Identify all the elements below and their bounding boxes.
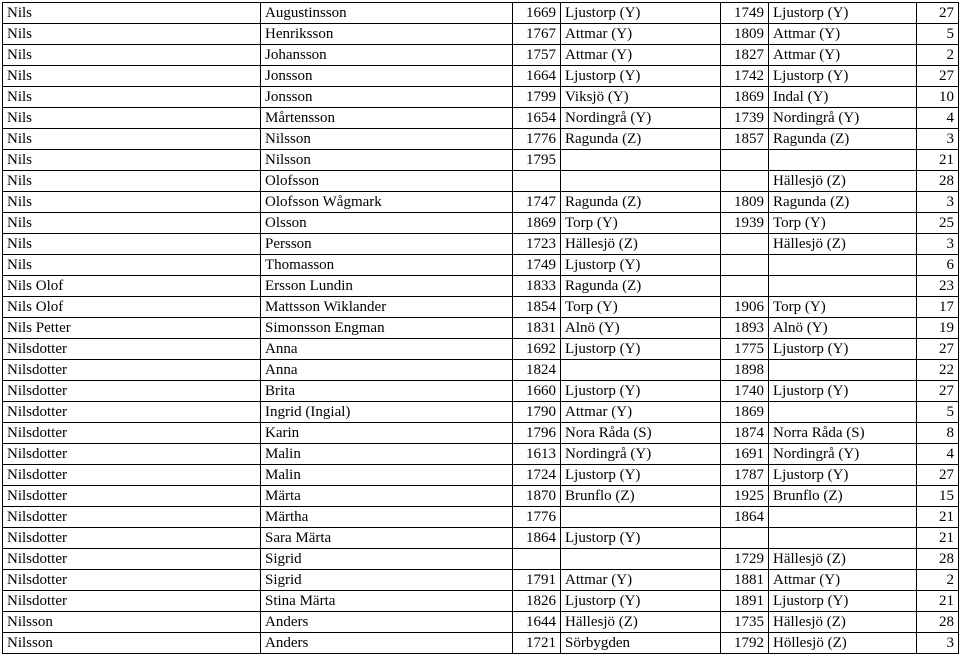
death-place-cell: Torp (Y) [769, 297, 917, 318]
first-name-cell: Nils [3, 87, 261, 108]
death-place-cell [769, 360, 917, 381]
number-cell: 2 [917, 570, 959, 591]
first-name-cell: Nils [3, 192, 261, 213]
birth-place-cell: Viksjö (Y) [561, 87, 721, 108]
number-cell: 27 [917, 3, 959, 24]
birth-year-cell: 1767 [513, 24, 561, 45]
birth-year-cell: 1776 [513, 507, 561, 528]
birth-place-cell: Ragunda (Z) [561, 276, 721, 297]
last-name-cell: Olofsson [261, 171, 513, 192]
birth-year-cell: 1723 [513, 234, 561, 255]
first-name-cell: Nilsdotter [3, 507, 261, 528]
death-place-cell: Alnö (Y) [769, 318, 917, 339]
last-name-cell: Jonsson [261, 66, 513, 87]
death-year-cell [721, 255, 769, 276]
death-year-cell: 1939 [721, 213, 769, 234]
last-name-cell: Sara Märta [261, 528, 513, 549]
death-place-cell: Ragunda (Z) [769, 192, 917, 213]
birth-place-cell: Torp (Y) [561, 213, 721, 234]
number-cell: 21 [917, 528, 959, 549]
table-row [3, 486, 959, 507]
birth-year-cell: 1747 [513, 192, 561, 213]
death-place-cell: Hällesjö (Z) [769, 612, 917, 633]
death-year-cell: 1869 [721, 402, 769, 423]
last-name-cell: Anna [261, 360, 513, 381]
birth-year-cell [513, 549, 561, 570]
first-name-cell: Nils [3, 108, 261, 129]
first-name-cell: Nilsdotter [3, 444, 261, 465]
death-place-cell: Indal (Y) [769, 87, 917, 108]
number-cell: 5 [917, 24, 959, 45]
first-name-cell: Nils [3, 150, 261, 171]
death-year-cell: 1740 [721, 381, 769, 402]
table-row [3, 381, 959, 402]
table-row [3, 192, 959, 213]
table-row [3, 255, 959, 276]
birth-year-cell: 1644 [513, 612, 561, 633]
birth-place-cell: Ljustorp (Y) [561, 339, 721, 360]
death-year-cell: 1906 [721, 297, 769, 318]
death-place-cell: Ljustorp (Y) [769, 339, 917, 360]
death-year-cell: 1874 [721, 423, 769, 444]
number-cell: 27 [917, 381, 959, 402]
death-place-cell: Attmar (Y) [769, 45, 917, 66]
death-place-cell: Nordingrå (Y) [769, 108, 917, 129]
death-place-cell: Ragunda (Z) [769, 129, 917, 150]
death-year-cell [721, 528, 769, 549]
birth-year-cell: 1796 [513, 423, 561, 444]
birth-place-cell: Nora Råda (S) [561, 423, 721, 444]
first-name-cell: Nilsdotter [3, 528, 261, 549]
birth-place-cell: Nordingrå (Y) [561, 108, 721, 129]
number-cell: 8 [917, 423, 959, 444]
table-row [3, 45, 959, 66]
death-place-cell [769, 150, 917, 171]
table-row [3, 633, 959, 654]
death-place-cell: Höllesjö (Z) [769, 633, 917, 654]
birth-year-cell: 1669 [513, 3, 561, 24]
birth-year-cell: 1613 [513, 444, 561, 465]
first-name-cell: Nilsdotter [3, 381, 261, 402]
birth-place-cell: Hällesjö (Z) [561, 612, 721, 633]
number-cell: 27 [917, 465, 959, 486]
last-name-cell: Karin [261, 423, 513, 444]
last-name-cell: Mårtensson [261, 108, 513, 129]
table-row [3, 570, 959, 591]
death-place-cell: Attmar (Y) [769, 24, 917, 45]
first-name-cell: Nils [3, 24, 261, 45]
first-name-cell: Nilsdotter [3, 570, 261, 591]
birth-year-cell: 1776 [513, 129, 561, 150]
death-place-cell: Ljustorp (Y) [769, 3, 917, 24]
birth-year-cell: 1721 [513, 633, 561, 654]
birth-place-cell: Sörbygden [561, 633, 721, 654]
first-name-cell: Nilsdotter [3, 423, 261, 444]
birth-year-cell [513, 171, 561, 192]
table-row [3, 3, 959, 24]
first-name-cell: Nilsdotter [3, 591, 261, 612]
death-year-cell: 1891 [721, 591, 769, 612]
last-name-cell: Anders [261, 633, 513, 654]
table-row [3, 423, 959, 444]
last-name-cell: Märta [261, 486, 513, 507]
table-body [3, 3, 959, 654]
first-name-cell: Nilsdotter [3, 360, 261, 381]
number-cell: 5 [917, 402, 959, 423]
last-name-cell: Anna [261, 339, 513, 360]
number-cell: 19 [917, 318, 959, 339]
last-name-cell: Sigrid [261, 549, 513, 570]
birth-year-cell: 1757 [513, 45, 561, 66]
birth-place-cell: Brunflo (Z) [561, 486, 721, 507]
birth-place-cell: Hällesjö (Z) [561, 234, 721, 255]
birth-place-cell: Ragunda (Z) [561, 129, 721, 150]
death-place-cell: Ljustorp (Y) [769, 591, 917, 612]
last-name-cell: Simonsson Engman [261, 318, 513, 339]
birth-year-cell: 1692 [513, 339, 561, 360]
last-name-cell: Ersson Lundin [261, 276, 513, 297]
number-cell: 22 [917, 360, 959, 381]
birth-year-cell: 1824 [513, 360, 561, 381]
last-name-cell: Stina Märta [261, 591, 513, 612]
death-place-cell: Ljustorp (Y) [769, 66, 917, 87]
first-name-cell: Nilsdotter [3, 402, 261, 423]
first-name-cell: Nils [3, 129, 261, 150]
table-row [3, 549, 959, 570]
last-name-cell: Ingrid (Ingial) [261, 402, 513, 423]
death-place-cell: Brunflo (Z) [769, 486, 917, 507]
birth-year-cell: 1749 [513, 255, 561, 276]
number-cell: 21 [917, 507, 959, 528]
last-name-cell: Anders [261, 612, 513, 633]
death-year-cell [721, 276, 769, 297]
death-year-cell: 1691 [721, 444, 769, 465]
birth-year-cell: 1654 [513, 108, 561, 129]
death-place-cell: Ljustorp (Y) [769, 381, 917, 402]
number-cell: 6 [917, 255, 959, 276]
table-row [3, 339, 959, 360]
number-cell: 21 [917, 150, 959, 171]
last-name-cell: Thomasson [261, 255, 513, 276]
number-cell: 25 [917, 213, 959, 234]
number-cell: 23 [917, 276, 959, 297]
birth-place-cell: Attmar (Y) [561, 45, 721, 66]
death-year-cell: 1729 [721, 549, 769, 570]
birth-place-cell: Attmar (Y) [561, 402, 721, 423]
table-row [3, 591, 959, 612]
first-name-cell: Nils [3, 66, 261, 87]
table-row [3, 465, 959, 486]
death-year-cell: 1787 [721, 465, 769, 486]
birth-place-cell: Ljustorp (Y) [561, 66, 721, 87]
birth-year-cell: 1870 [513, 486, 561, 507]
table-row [3, 108, 959, 129]
table-row [3, 213, 959, 234]
death-year-cell: 1809 [721, 192, 769, 213]
table-row [3, 171, 959, 192]
birth-place-cell [561, 507, 721, 528]
death-year-cell: 1857 [721, 129, 769, 150]
death-place-cell [769, 255, 917, 276]
birth-year-cell: 1795 [513, 150, 561, 171]
last-name-cell: Brita [261, 381, 513, 402]
death-year-cell: 1893 [721, 318, 769, 339]
last-name-cell: Augustinsson [261, 3, 513, 24]
number-cell: 2 [917, 45, 959, 66]
number-cell: 27 [917, 66, 959, 87]
birth-place-cell [561, 171, 721, 192]
table-row [3, 297, 959, 318]
first-name-cell: Nilsson [3, 633, 261, 654]
number-cell: 15 [917, 486, 959, 507]
birth-year-cell: 1831 [513, 318, 561, 339]
last-name-cell: Persson [261, 234, 513, 255]
death-place-cell: Torp (Y) [769, 213, 917, 234]
birth-place-cell: Attmar (Y) [561, 570, 721, 591]
death-year-cell: 1898 [721, 360, 769, 381]
table-row [3, 129, 959, 150]
birth-place-cell: Alnö (Y) [561, 318, 721, 339]
death-year-cell: 1749 [721, 3, 769, 24]
table-row [3, 24, 959, 45]
death-place-cell: Hällesjö (Z) [769, 549, 917, 570]
last-name-cell: Malin [261, 465, 513, 486]
death-place-cell [769, 402, 917, 423]
death-year-cell: 1739 [721, 108, 769, 129]
last-name-cell: Märtha [261, 507, 513, 528]
first-name-cell: Nilsdotter [3, 486, 261, 507]
number-cell: 4 [917, 108, 959, 129]
first-name-cell: Nilsdotter [3, 339, 261, 360]
number-cell: 3 [917, 234, 959, 255]
first-name-cell: Nils [3, 45, 261, 66]
birth-place-cell: Ragunda (Z) [561, 192, 721, 213]
birth-year-cell: 1826 [513, 591, 561, 612]
number-cell: 21 [917, 591, 959, 612]
death-place-cell: Hällesjö (Z) [769, 171, 917, 192]
first-name-cell: Nils Olof [3, 276, 261, 297]
death-place-cell: Norra Råda (S) [769, 423, 917, 444]
death-year-cell [721, 234, 769, 255]
last-name-cell: Malin [261, 444, 513, 465]
death-year-cell: 1925 [721, 486, 769, 507]
birth-year-cell: 1790 [513, 402, 561, 423]
birth-place-cell: Ljustorp (Y) [561, 255, 721, 276]
table-row [3, 360, 959, 381]
birth-place-cell: Nordingrå (Y) [561, 444, 721, 465]
last-name-cell: Sigrid [261, 570, 513, 591]
number-cell: 17 [917, 297, 959, 318]
birth-year-cell: 1799 [513, 87, 561, 108]
death-place-cell: Attmar (Y) [769, 570, 917, 591]
birth-year-cell: 1724 [513, 465, 561, 486]
last-name-cell: Jonsson [261, 87, 513, 108]
first-name-cell: Nils Olof [3, 297, 261, 318]
genealogy-table [2, 2, 959, 654]
first-name-cell: Nils [3, 213, 261, 234]
last-name-cell: Johansson [261, 45, 513, 66]
birth-place-cell: Ljustorp (Y) [561, 591, 721, 612]
birth-year-cell: 1664 [513, 66, 561, 87]
first-name-cell: Nils [3, 3, 261, 24]
death-year-cell: 1881 [721, 570, 769, 591]
number-cell: 3 [917, 192, 959, 213]
first-name-cell: Nils Petter [3, 318, 261, 339]
number-cell: 27 [917, 339, 959, 360]
last-name-cell: Olsson [261, 213, 513, 234]
birth-place-cell [561, 360, 721, 381]
death-year-cell: 1809 [721, 24, 769, 45]
birth-place-cell: Attmar (Y) [561, 24, 721, 45]
table-row [3, 276, 959, 297]
birth-place-cell: Torp (Y) [561, 297, 721, 318]
number-cell: 3 [917, 633, 959, 654]
first-name-cell: Nils [3, 255, 261, 276]
birth-year-cell: 1869 [513, 213, 561, 234]
death-year-cell: 1869 [721, 87, 769, 108]
death-year-cell: 1735 [721, 612, 769, 633]
table-row [3, 612, 959, 633]
death-place-cell [769, 276, 917, 297]
table-row [3, 507, 959, 528]
table-row [3, 444, 959, 465]
birth-year-cell: 1660 [513, 381, 561, 402]
table-row [3, 402, 959, 423]
table-row [3, 234, 959, 255]
number-cell: 10 [917, 87, 959, 108]
birth-place-cell [561, 150, 721, 171]
birth-place-cell [561, 549, 721, 570]
death-place-cell: Ljustorp (Y) [769, 465, 917, 486]
birth-place-cell: Ljustorp (Y) [561, 3, 721, 24]
death-year-cell [721, 150, 769, 171]
number-cell: 28 [917, 171, 959, 192]
birth-place-cell: Ljustorp (Y) [561, 528, 721, 549]
last-name-cell: Henriksson [261, 24, 513, 45]
birth-place-cell: Ljustorp (Y) [561, 381, 721, 402]
number-cell: 28 [917, 549, 959, 570]
last-name-cell: Nilsson [261, 129, 513, 150]
death-place-cell: Hällesjö (Z) [769, 234, 917, 255]
number-cell: 4 [917, 444, 959, 465]
birth-year-cell: 1864 [513, 528, 561, 549]
death-place-cell [769, 528, 917, 549]
death-year-cell: 1742 [721, 66, 769, 87]
table-row [3, 528, 959, 549]
birth-year-cell: 1791 [513, 570, 561, 591]
table-row [3, 87, 959, 108]
first-name-cell: Nilsson [3, 612, 261, 633]
table-row [3, 66, 959, 87]
death-year-cell: 1827 [721, 45, 769, 66]
first-name-cell: Nilsdotter [3, 549, 261, 570]
number-cell: 3 [917, 129, 959, 150]
death-year-cell: 1864 [721, 507, 769, 528]
last-name-cell: Olofsson Wågmark [261, 192, 513, 213]
first-name-cell: Nilsdotter [3, 465, 261, 486]
birth-place-cell: Ljustorp (Y) [561, 465, 721, 486]
death-place-cell: Nordingrå (Y) [769, 444, 917, 465]
death-year-cell [721, 171, 769, 192]
table-row [3, 150, 959, 171]
table-row [3, 318, 959, 339]
birth-year-cell: 1854 [513, 297, 561, 318]
first-name-cell: Nils [3, 171, 261, 192]
first-name-cell: Nils [3, 234, 261, 255]
death-year-cell: 1775 [721, 339, 769, 360]
death-year-cell: 1792 [721, 633, 769, 654]
birth-year-cell: 1833 [513, 276, 561, 297]
death-place-cell [769, 507, 917, 528]
last-name-cell: Mattsson Wiklander [261, 297, 513, 318]
number-cell: 28 [917, 612, 959, 633]
last-name-cell: Nilsson [261, 150, 513, 171]
